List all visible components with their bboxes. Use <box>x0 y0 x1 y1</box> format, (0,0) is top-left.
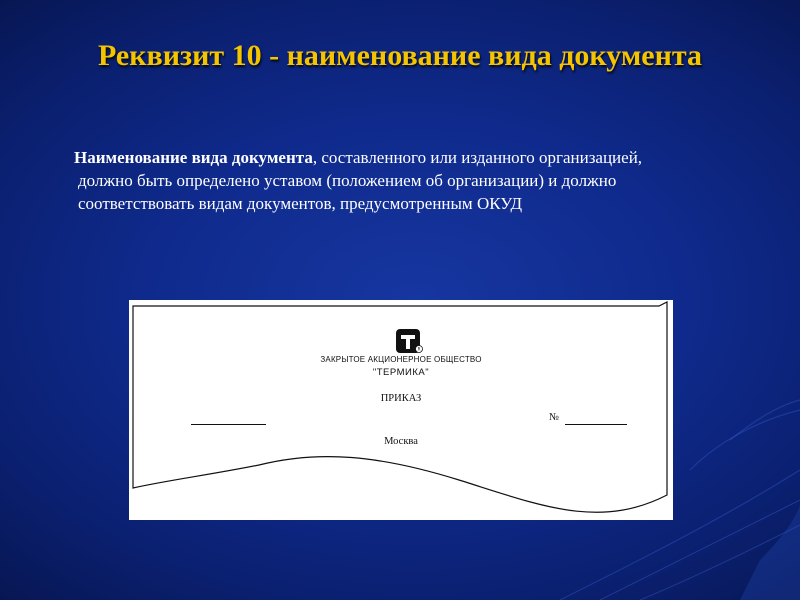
city-name: Москва <box>384 436 418 447</box>
date-blank-line <box>191 424 266 425</box>
organization-name: "ТЕРМИКА" <box>372 367 430 378</box>
svg-text:R: R <box>417 346 421 352</box>
organization-type: ЗАКРЫТОЕ АКЦИОНЕРНОЕ ОБЩЕСТВО <box>320 355 482 364</box>
company-logo-icon <box>395 328 423 354</box>
paragraph-line-1 <box>64 146 754 169</box>
paragraph-line-3: соответствовать видам документов, предусмотренным ОКУД <box>78 194 523 213</box>
number-blank-line <box>565 424 627 425</box>
paragraph-line-1-rest: , составленного или изданного организацией, <box>312 148 643 167</box>
slide-title: Реквизит 10 - наименование вида документа <box>98 39 702 72</box>
number-sign: № <box>549 412 560 423</box>
description-paragraph <box>64 146 754 215</box>
document-type: ПРИКАЗ <box>380 393 422 404</box>
paragraph-line-2: должно быть определено уставом (положением об организации) и должно <box>78 171 617 190</box>
paragraph-bold-lead: Наименование вида документа <box>74 148 313 167</box>
document-sample-image <box>129 300 673 520</box>
